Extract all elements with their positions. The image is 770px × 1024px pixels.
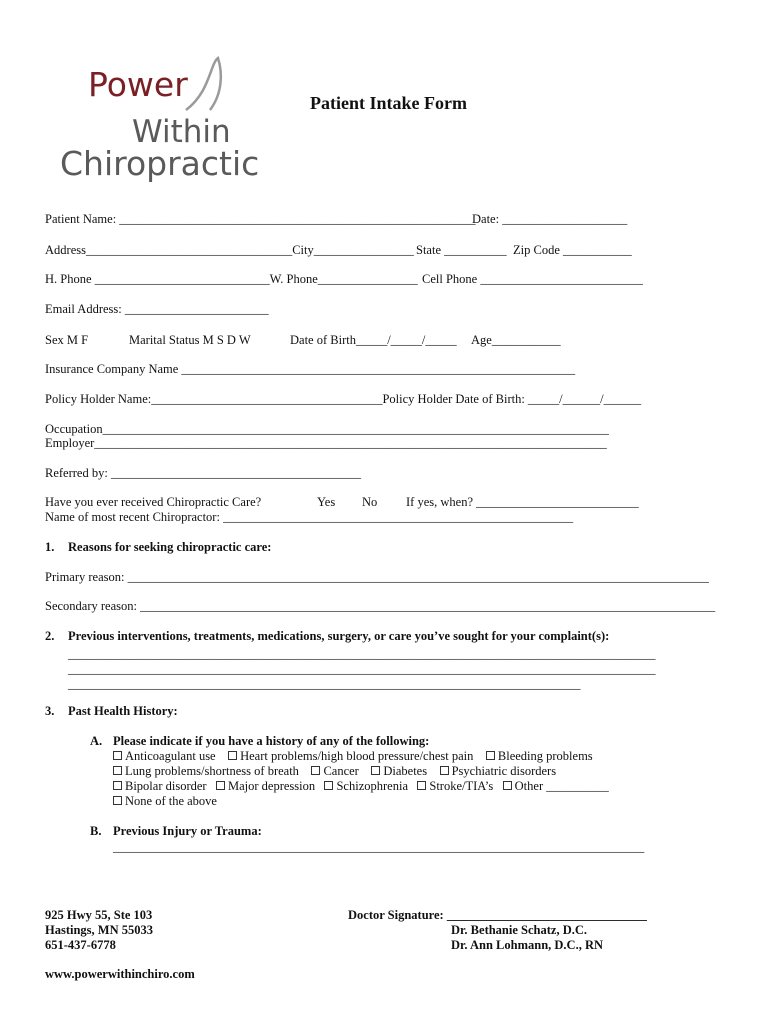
condition-item[interactable]: None of the above [113,794,217,808]
zip-field[interactable]: Zip Code ___________ [513,243,632,257]
address-city-field[interactable]: Address_________________________________City________________ [45,243,414,257]
condition-item[interactable]: Other __________ [503,779,609,793]
email-field[interactable]: Email Address: _______________________ [45,302,269,316]
date-field[interactable]: Date: ____________________ [472,212,628,226]
logo-line1: Power [88,65,188,104]
section-2-number: 2. [45,629,55,643]
state-field[interactable]: State __________ [416,243,507,257]
if-yes-when-field[interactable]: If yes, when? __________________________ [406,495,639,509]
condition-item[interactable]: Diabetes [371,764,427,778]
checkbox[interactable] [113,766,122,775]
marital-status-field[interactable]: Marital Status M S D W [129,333,251,347]
condition-item[interactable]: Lung problems/shortness of breath [113,764,299,778]
subsection-a-letter: A. [90,734,103,748]
injury-trauma-line[interactable]: _____________________________________________________________________________________ [113,840,645,854]
doctor-name-2: Dr. Ann Lohmann, D.C., RN [451,938,604,952]
conditions-row-4 [113,794,217,809]
conditions-row-1 [113,749,593,764]
age-field[interactable]: Age___________ [471,333,561,347]
interventions-line-3[interactable]: __________________________________________________________________________________ [68,677,581,691]
section-1-heading: Reasons for seeking chiropractic care: [68,540,272,554]
occupation-field[interactable]: Occupation_________________________________________________________________________________ [45,422,609,436]
clinic-address-2: Hastings, MN 55033 [45,923,153,937]
clinic-website[interactable]: www.powerwithinchiro.com [45,967,195,981]
checkbox[interactable] [486,751,495,760]
condition-item[interactable]: Bipolar disorder [113,779,207,793]
primary-reason-field[interactable]: Primary reason: _____________________________________________________________________________________________ [45,570,709,584]
conditions-row-3 [113,779,609,794]
doctor-name-1: Dr. Bethanie Schatz, D.C. [451,923,587,937]
policy-holder-field[interactable]: Policy Holder Name:_____________________________________Policy Holder Date of Birth: _____/______/______ [45,392,642,406]
subsection-a-heading: Please indicate if you have a history of any of the following: [113,734,430,748]
doctor-signature-field[interactable]: Doctor Signature: ________________________________ [348,908,647,922]
employer-field[interactable]: Employer__________________________________________________________________________________ [45,436,607,450]
condition-item[interactable]: Anticoagulant use [113,749,216,763]
section-3-heading: Past Health History: [68,704,178,718]
checkbox[interactable] [216,781,225,790]
conditions-row-2 [113,764,556,779]
page-title: Patient Intake Form [310,93,467,113]
checkbox[interactable] [311,766,320,775]
cell-phone-field[interactable]: Cell Phone __________________________ [422,272,643,286]
subsection-b-letter: B. [90,824,102,838]
recent-chiropractor-field[interactable]: Name of most recent Chiropractor: ________________________________________________________ [45,510,574,524]
logo-line3: Chiropractic [60,144,260,183]
condition-item[interactable]: Schizophrenia [324,779,408,793]
checkbox[interactable] [228,751,237,760]
interventions-line-2[interactable]: ______________________________________________________________________________________________ [68,662,656,676]
condition-item[interactable]: Major depression [216,779,315,793]
section-3-number: 3. [45,704,55,718]
section-1-number: 1. [45,540,55,554]
secondary-reason-field[interactable]: Secondary reason: ____________________________________________________________________________________________ [45,599,716,613]
sex-field[interactable]: Sex M F [45,333,89,347]
clinic-address-1: 925 Hwy 55, Ste 103 [45,908,153,922]
referred-by-field[interactable]: Referred by: ________________________________________ [45,466,361,480]
checkbox[interactable] [503,781,512,790]
power-within-logo [60,52,275,187]
checkbox[interactable] [371,766,380,775]
logo-graphic [60,52,275,187]
condition-item[interactable]: Heart problems/high blood pressure/chest pain [228,749,473,763]
patient-name-field[interactable]: Patient Name: _________________________________________________________ [45,212,476,226]
subsection-b-heading: Previous Injury or Trauma: [113,824,262,838]
checkbox[interactable] [440,766,449,775]
date-of-birth-field[interactable]: Date of Birth_____/_____/_____ [290,333,457,347]
condition-item[interactable]: Bleeding problems [486,749,593,763]
insurance-field[interactable]: Insurance Company Name _______________________________________________________________ [45,362,576,376]
checkbox[interactable] [113,751,122,760]
condition-item[interactable]: Stroke/TIA’s [417,779,493,793]
checkbox[interactable] [113,781,122,790]
chiro-care-question: Have you ever received Chiropractic Care? [45,495,262,509]
logo-line2: Within [132,114,231,150]
checkbox[interactable] [324,781,333,790]
clinic-phone: 651-437-6778 [45,938,116,952]
interventions-line-1[interactable]: ______________________________________________________________________________________________ [68,647,656,661]
checkbox[interactable] [113,796,122,805]
section-2-heading: Previous interventions, treatments, medications, surgery, or care you’ve sought for your complaint(s): [68,629,610,643]
phone-field[interactable]: H. Phone ____________________________W. Phone________________ [45,272,418,286]
condition-item[interactable]: Psychiatric disorders [440,764,557,778]
yes-option[interactable]: Yes [317,495,336,509]
condition-item[interactable]: Cancer [311,764,358,778]
no-option[interactable]: No [362,495,378,509]
checkbox[interactable] [417,781,426,790]
